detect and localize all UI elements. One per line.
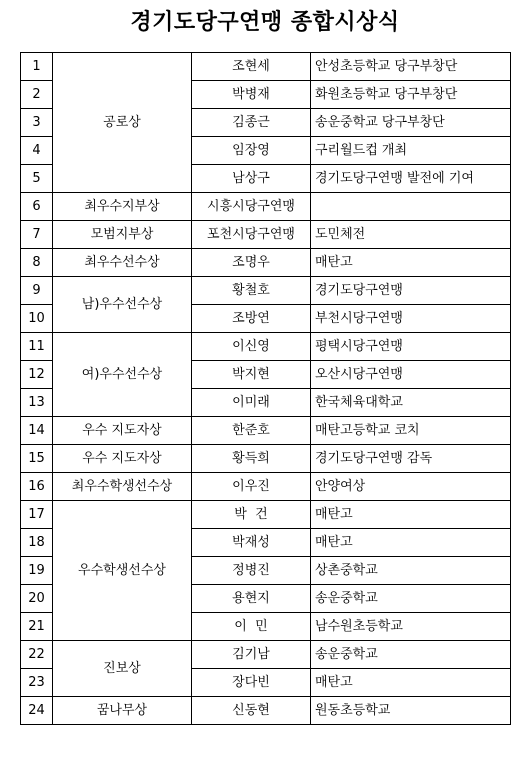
row-number: 7 (21, 221, 53, 249)
recipient-name: 용현지 (192, 585, 311, 613)
recipient-name: 이 민 (192, 613, 311, 641)
page-title: 경기도당구연맹 종합시상식 (130, 10, 400, 35)
table-row (21, 697, 511, 725)
row-number: 15 (21, 445, 53, 473)
row-number: 3 (21, 109, 53, 137)
row-number: 6 (21, 193, 53, 221)
row-number: 17 (21, 501, 53, 529)
recipient-name: 박병재 (192, 81, 311, 109)
table-row (21, 53, 511, 81)
award-cell: 모범지부상 (53, 221, 192, 249)
affiliation-note: 화원초등학교 당구부창단 (311, 81, 511, 109)
affiliation-note: 한국체육대학교 (311, 389, 511, 417)
award-cell: 진보상 (53, 641, 192, 697)
affiliation-note: 송운중학교 (311, 641, 511, 669)
row-number: 2 (21, 81, 53, 109)
affiliation-note: 구리월드컵 개최 (311, 137, 511, 165)
recipient-name: 조현세 (192, 53, 311, 81)
table-row (21, 333, 511, 361)
affiliation-note: 부천시당구연맹 (311, 305, 511, 333)
affiliation-note: 안성초등학교 당구부창단 (311, 53, 511, 81)
row-number: 12 (21, 361, 53, 389)
award-cell: 우수학생선수상 (53, 501, 192, 641)
table-row (21, 445, 511, 473)
recipient-name: 남상구 (192, 165, 311, 193)
row-number: 11 (21, 333, 53, 361)
row-number: 13 (21, 389, 53, 417)
award-cell: 우수 지도자상 (53, 445, 192, 473)
row-number: 14 (21, 417, 53, 445)
row-number: 19 (21, 557, 53, 585)
recipient-name: 박지현 (192, 361, 311, 389)
row-number: 10 (21, 305, 53, 333)
table-row (21, 417, 511, 445)
awards-table (20, 52, 511, 725)
affiliation-note: 경기도당구연맹 감독 (311, 445, 511, 473)
recipient-name: 장다빈 (192, 669, 311, 697)
row-number: 9 (21, 277, 53, 305)
recipient-name: 이신영 (192, 333, 311, 361)
recipient-name: 박재성 (192, 529, 311, 557)
row-number: 16 (21, 473, 53, 501)
recipient-name: 박 건 (192, 501, 311, 529)
award-cell: 꿈나무상 (53, 697, 192, 725)
affiliation-note: 원동초등학교 (311, 697, 511, 725)
row-number: 8 (21, 249, 53, 277)
recipient-name: 신동현 (192, 697, 311, 725)
affiliation-note: 도민체전 (311, 221, 511, 249)
row-number: 5 (21, 165, 53, 193)
affiliation-note: 매탄고등학교 코치 (311, 417, 511, 445)
affiliation-note: 매탄고 (311, 669, 511, 697)
table-row (21, 221, 511, 249)
affiliation-note: 상촌중학교 (311, 557, 511, 585)
recipient-name: 김종근 (192, 109, 311, 137)
award-cell: 최우수학생선수상 (53, 473, 192, 501)
affiliation-note: 송운중학교 당구부창단 (311, 109, 511, 137)
row-number: 18 (21, 529, 53, 557)
affiliation-note: 오산시당구연맹 (311, 361, 511, 389)
row-number: 22 (21, 641, 53, 669)
row-number: 1 (21, 53, 53, 81)
affiliation-note: 경기도당구연맹 (311, 277, 511, 305)
table-row (21, 641, 511, 669)
recipient-name: 황득희 (192, 445, 311, 473)
award-cell: 여)우수선수상 (53, 333, 192, 417)
recipient-name: 한준호 (192, 417, 311, 445)
table-row (21, 193, 511, 221)
row-number: 23 (21, 669, 53, 697)
affiliation-note: 남수원초등학교 (311, 613, 511, 641)
award-cell: 공로상 (53, 53, 192, 193)
row-number: 4 (21, 137, 53, 165)
affiliation-note: 매탄고 (311, 529, 511, 557)
affiliation-note: 매탄고 (311, 249, 511, 277)
recipient-name: 시흥시당구연맹 (192, 193, 311, 221)
recipient-name: 조방연 (192, 305, 311, 333)
award-cell: 우수 지도자상 (53, 417, 192, 445)
recipient-name: 황철호 (192, 277, 311, 305)
award-cell: 최우수지부상 (53, 193, 192, 221)
recipient-name: 임장영 (192, 137, 311, 165)
affiliation-note: 송운중학교 (311, 585, 511, 613)
affiliation-note: 경기도당구연맹 발전에 기여 (311, 165, 511, 193)
row-number: 21 (21, 613, 53, 641)
affiliation-note: 매탄고 (311, 501, 511, 529)
recipient-name: 포천시당구연맹 (192, 221, 311, 249)
affiliation-note: 안양여상 (311, 473, 511, 501)
affiliation-note (311, 193, 511, 221)
table-row (21, 501, 511, 529)
award-cell: 최우수선수상 (53, 249, 192, 277)
recipient-name: 조명우 (192, 249, 311, 277)
table-row (21, 277, 511, 305)
table-row (21, 249, 511, 277)
award-cell: 남)우수선수상 (53, 277, 192, 333)
affiliation-note: 평택시당구연맹 (311, 333, 511, 361)
recipient-name: 이우진 (192, 473, 311, 501)
table-row (21, 473, 511, 501)
row-number: 20 (21, 585, 53, 613)
recipient-name: 김기남 (192, 641, 311, 669)
recipient-name: 정병진 (192, 557, 311, 585)
recipient-name: 이미래 (192, 389, 311, 417)
row-number: 24 (21, 697, 53, 725)
